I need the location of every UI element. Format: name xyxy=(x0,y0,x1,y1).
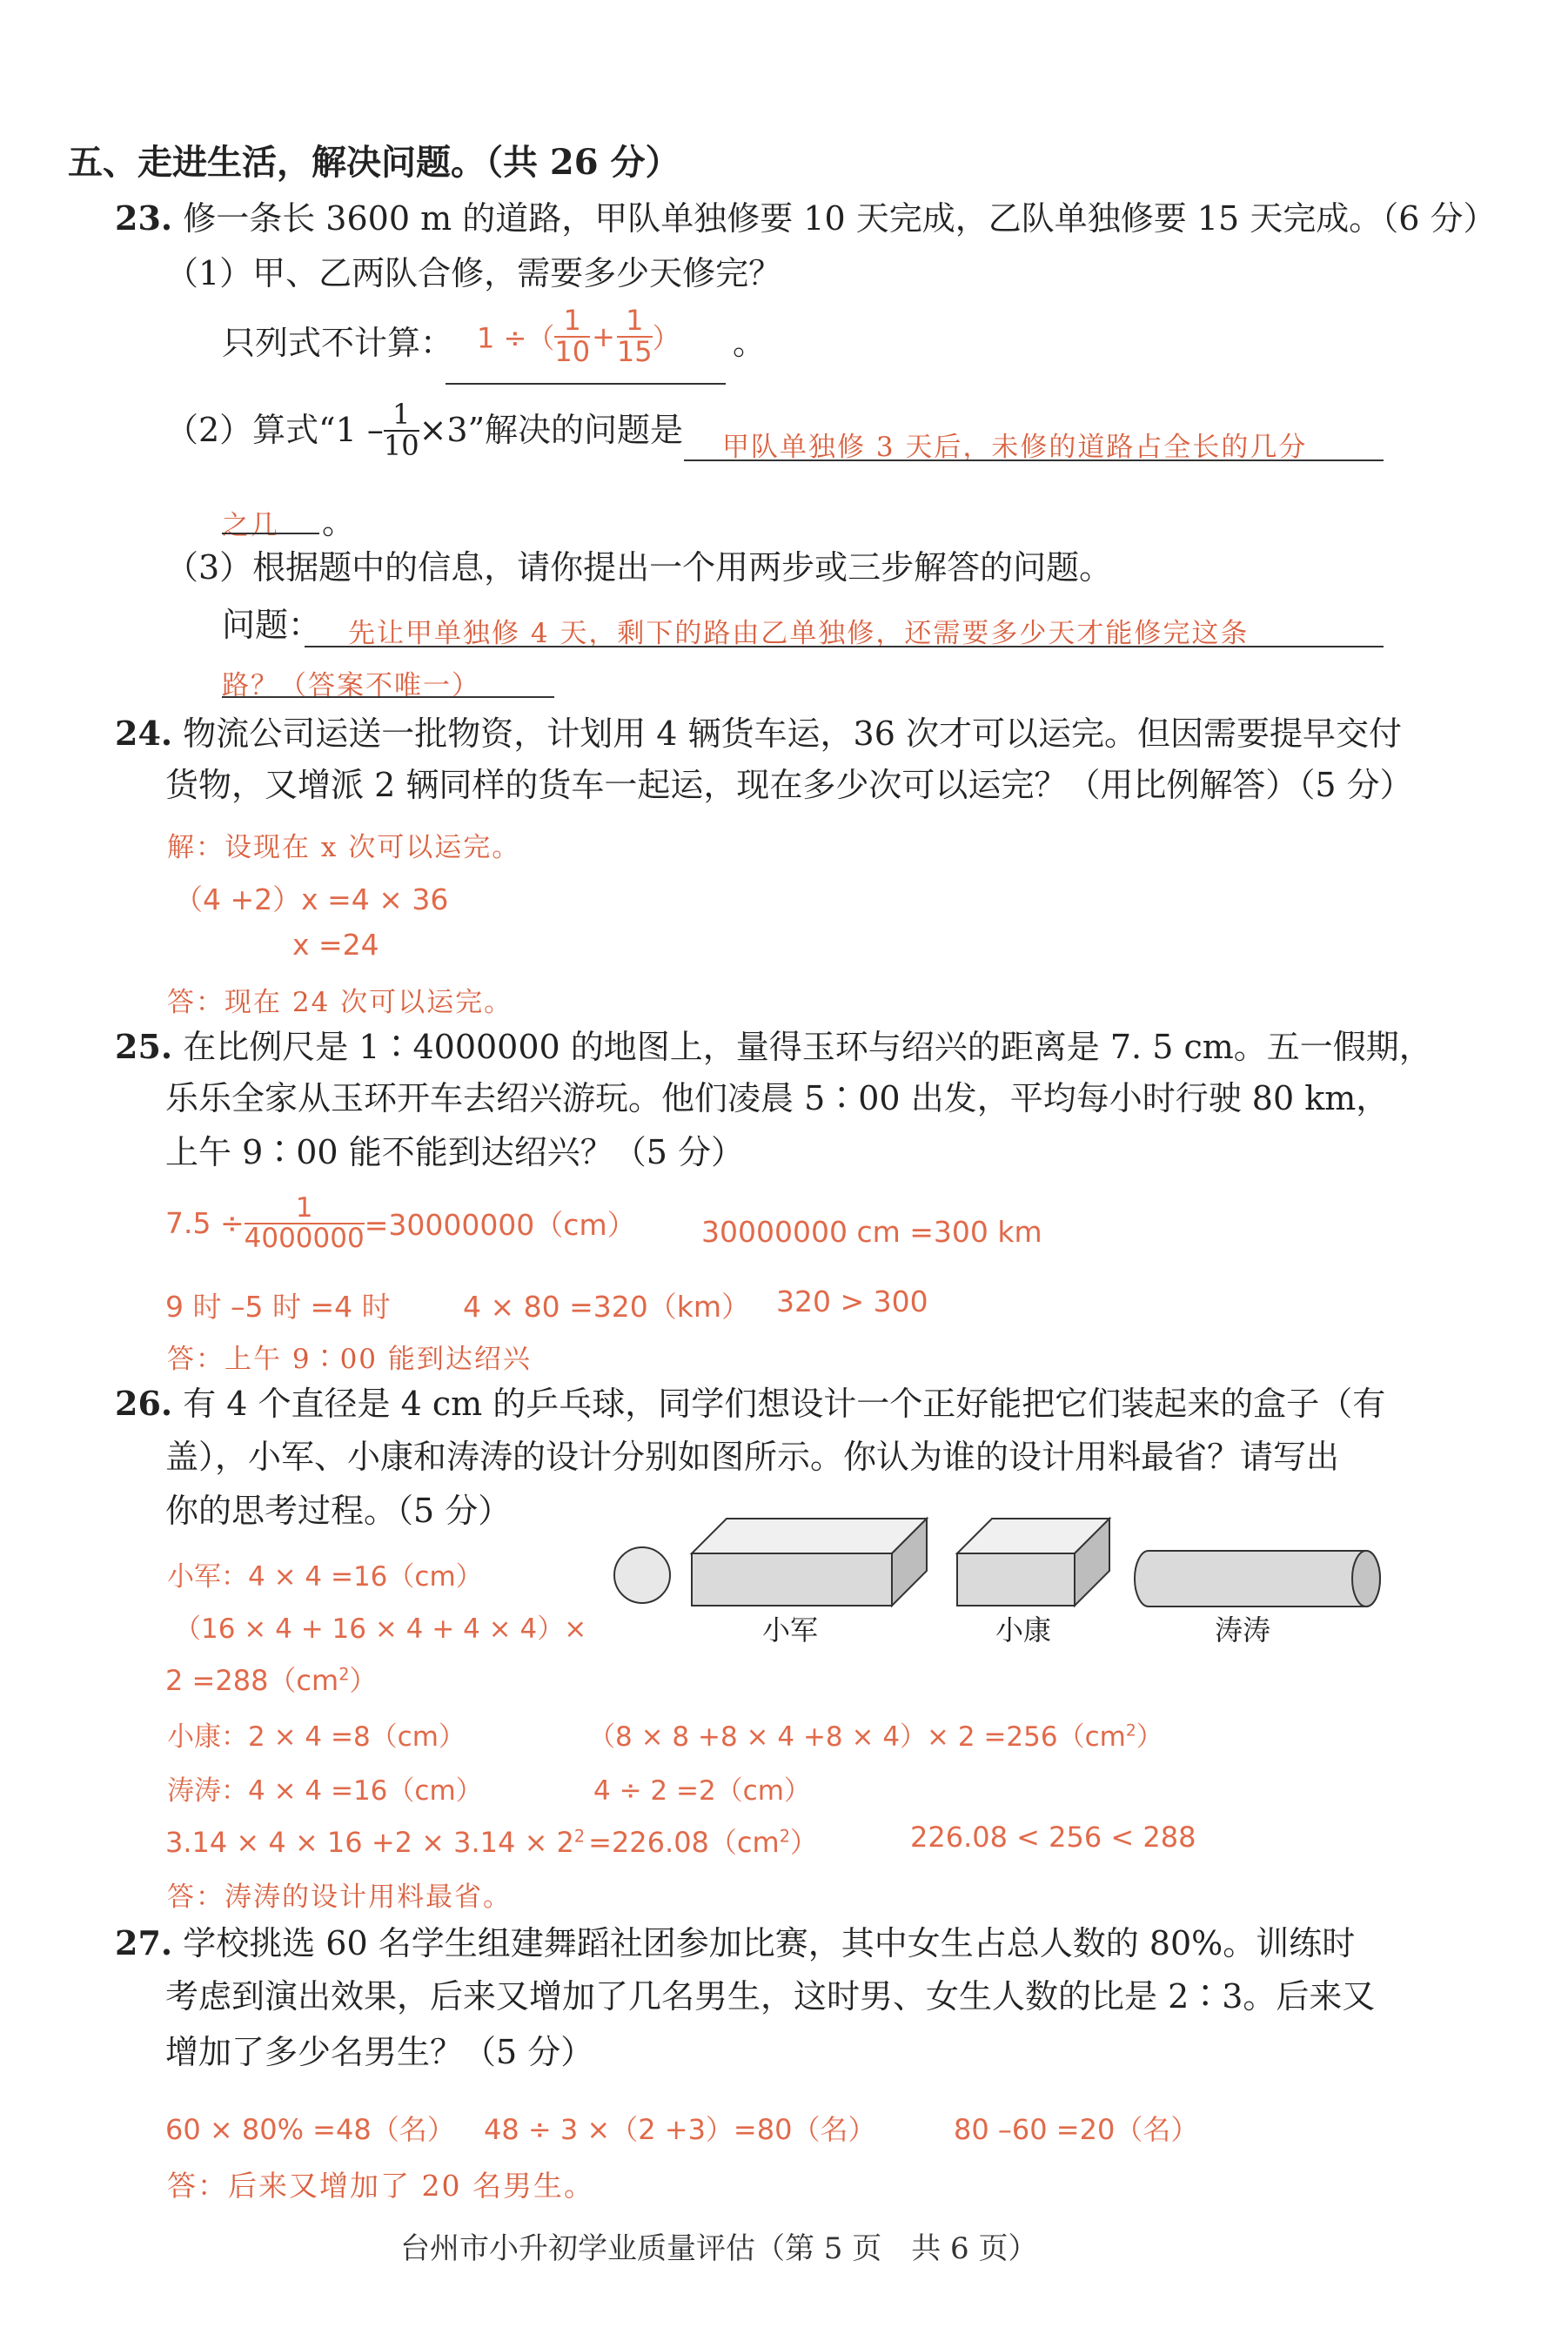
q23-part3: （3）根据题中的信息，请你提出一个用两步或三步解答的问题。 xyxy=(165,548,1113,587)
q27-answer-girls: 60 × 80% =48（名） xyxy=(165,2113,455,2146)
q25-text-line3: 上午 9∶00 能不能到达绍兴？（5 分） xyxy=(165,1133,744,1171)
q23-part1-blank-line xyxy=(446,383,726,385)
q27-number: 27. xyxy=(115,1923,173,1962)
q23-part1-answer: 1 ÷（ $\frac{1}{10}$ + $\frac{1}{15}$ ） xyxy=(477,304,680,368)
xiaokang-box-icon xyxy=(957,1519,1109,1606)
q23-part1-end: 。 xyxy=(733,324,767,362)
q25-answer-distance: 7.5 ÷ $\frac{1}{4000000}$ =30000000（cm） xyxy=(165,1192,636,1254)
q23-part3-answer-line2: 路？（答案不唯一） xyxy=(222,670,480,701)
q25-answer-km: 4 × 80 =320（km） xyxy=(463,1290,750,1324)
q24-answer-solution: x =24 xyxy=(292,928,379,962)
q26-text-line2: 盖），小军、小康和涛涛的设计分别如图所示。你认为谁的设计用料最省？请写出 xyxy=(165,1438,1340,1476)
q26-answer-taotao-area: $3.14 \times 4 \times 16 +2 \times 3.14 \times 2^2 =226.08(cm^2)$ xyxy=(165,1826,818,1859)
q25-answer-time: 9 时 –5 时 =4 时 xyxy=(165,1290,391,1324)
q23-part1-prompt: 只列式不计算： xyxy=(222,324,454,362)
q26-answer-taotao-radius: 4 ÷ 2 =2（cm） xyxy=(593,1775,811,1807)
q25-text-line2: 乐乐全家从玉环开车去绍兴游玩。他们凌晨 5∶00 出发，平均每小时行驶 80 km， xyxy=(165,1079,1390,1117)
q26-answer-xiaojun-area: $2 =288(cm^2)$ xyxy=(165,1664,378,1697)
q26-text-line3: 你的思考过程。（5 分） xyxy=(165,1492,512,1530)
q26-answer-xiaokang-length: 小康：2 × 4 =8（cm） xyxy=(167,1721,466,1753)
ping-pong-ball-icon xyxy=(614,1547,670,1603)
q26-answer-taotao-length: 涛涛：4 × 4 =16（cm） xyxy=(167,1775,483,1807)
q23-part1: （1）甲、乙两队合修，需要多少天修完？ xyxy=(165,254,782,292)
q26-answer-xiaojun-length: 小军：4 × 4 =16（cm） xyxy=(167,1561,483,1593)
q23-part2-blank-line-2 xyxy=(222,533,319,534)
q25-answer-conclusion: 答：上午 9∶00 能到达绍兴 xyxy=(167,1344,532,1375)
q23-part2-blank-line xyxy=(684,459,1384,461)
q23-part3-prompt: 问题： xyxy=(222,606,322,644)
q23-part2: （2）算式“1 – $\frac{1}{10}$ ×3”解决的问题是 xyxy=(165,398,684,462)
q23-text xyxy=(115,198,1496,239)
q23-stem: 修一条长 3600 m 的道路，甲队单独修要 10 天完成，乙队单独修要 15 天完成。（6 分） xyxy=(183,199,1497,238)
page-footer: 台州市小升初学业质量评估（第 5 页 共 6 页） xyxy=(400,2231,1038,2266)
taotao-cylinder-icon xyxy=(1135,1551,1380,1607)
q23-part3-answer-line1: 先让甲单独修 4 天，剩下的路由乙单独修，还需要多少天才能修完这条 xyxy=(348,618,1250,649)
q24-answer-equation: （4 +2）x =4 × 36 xyxy=(174,882,449,916)
section-title: 五、走进生活，解决问题。（共 26 分） xyxy=(68,142,680,183)
q26-answer-conclusion: 答：涛涛的设计用料最省。 xyxy=(167,1882,512,1913)
q25-number: 25. xyxy=(115,1027,173,1066)
q23-part2-answer-line2: 之几 xyxy=(222,510,279,541)
q27-answer-conclusion: 答：后来又增加了 20 名男生。 xyxy=(167,2169,594,2203)
q27-text-line2: 考虑到演出效果，后来又增加了几名男生，这时男、女生人数的比是 2∶3。后来又 xyxy=(165,1977,1376,2016)
figure-label-xiaojun: 小军 xyxy=(762,1613,819,1647)
xiaojun-box-icon xyxy=(692,1519,927,1606)
q23-part3-blank-line xyxy=(305,646,1384,647)
q27-text-line1: 27. 学校挑选 60 名学生组建舞蹈社团参加比赛，其中女生占总人数的 80%。训练时 xyxy=(115,1923,1356,1962)
q25-text-line1: 25. 在比例尺是 1∶4000000 的地图上，量得玉环与绍兴的距离是 7. 5 cm。五一假期， xyxy=(115,1027,1432,1066)
q24-answer-conclusion: 答：现在 24 次可以运完。 xyxy=(167,987,513,1018)
q26-answer-xiaokang-area: $(8 \times 8 +8 \times 4 +8 \times 4)\times 2 =256(cm^2)$ xyxy=(588,1721,1163,1753)
q24-text-line1: 24. 物流公司运送一批物资，计划用 4 辆货车运，36 次才可以运完。但因需要提早交付 xyxy=(115,714,1402,753)
q26-answer-xiaojun-formula: （16 × 4 + 16 × 4 + 4 × 4）× xyxy=(174,1613,587,1645)
q26-text-line1: 26. 有 4 个直径是 4 cm 的乒乓球，同学们想设计一个正好能把它们装起来的盒子（有 xyxy=(115,1384,1386,1423)
q27-answer-total: 48 ÷ 3 ×（2 +3）=80（名） xyxy=(484,2113,876,2146)
q27-answer-added: 80 –60 =20（名） xyxy=(954,2113,1199,2146)
figure-label-xiaokang: 小康 xyxy=(995,1613,1052,1647)
q24-number: 24. xyxy=(115,714,173,753)
q26-number: 26. xyxy=(115,1384,173,1423)
q25-answer-conversion: 30000000 cm =300 km xyxy=(701,1215,1042,1249)
q23-part2-answer-line1: 甲队单独修 3 天后，未修的道路占全长的几分 xyxy=(722,432,1308,463)
q25-answer-compare: 320 > 300 xyxy=(776,1285,928,1318)
q24-answer-let: 解：设现在 x 次可以运完。 xyxy=(167,832,521,863)
q26-answer-compare: 226.08 < 256 < 288 xyxy=(910,1821,1196,1854)
q23-number: 23. xyxy=(115,198,173,238)
q27-text-line3: 增加了多少名男生？（5 分） xyxy=(165,2033,594,2071)
q23-part3-blank-line-2 xyxy=(222,696,554,698)
q23-part2-end: 。 xyxy=(322,503,356,541)
q24-text-line2: 货物，又增派 2 辆同样的货车一起运，现在多少次可以运完？（用比例解答）（5 分） xyxy=(165,766,1413,804)
figure-label-taotao: 涛涛 xyxy=(1215,1613,1271,1647)
